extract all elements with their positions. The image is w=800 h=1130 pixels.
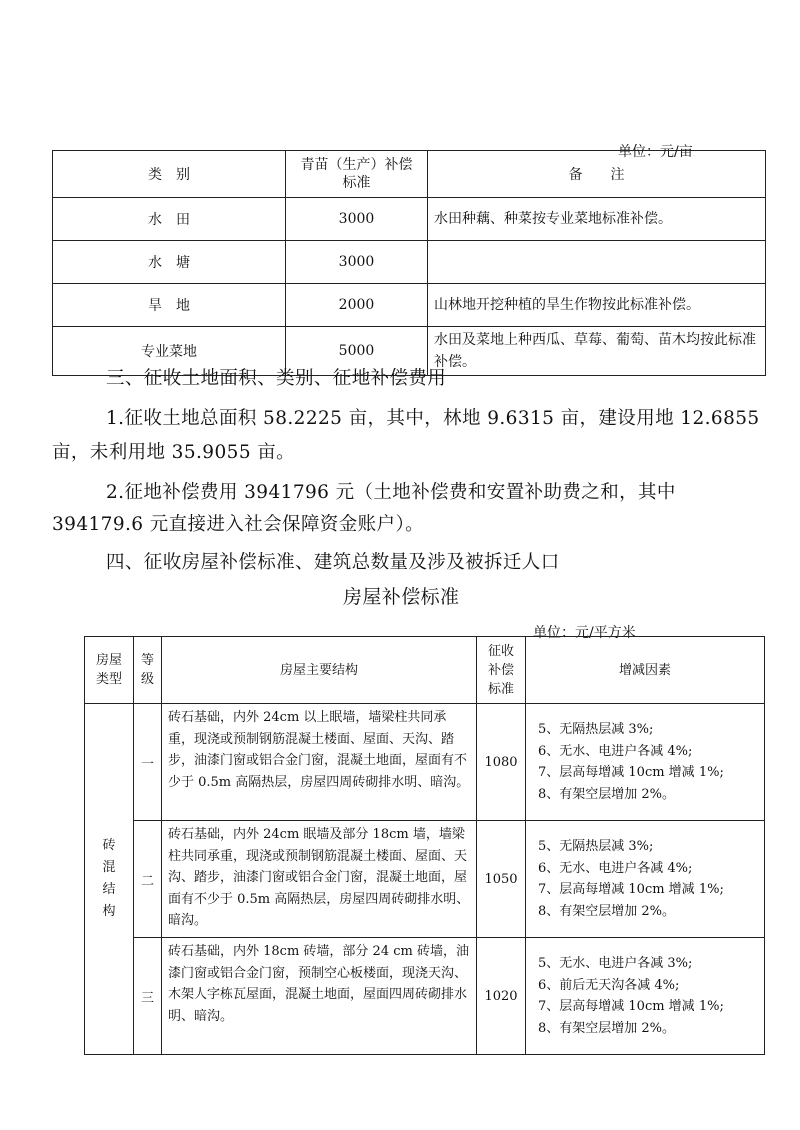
cell-category: 水 塘 xyxy=(53,241,286,284)
table-row xyxy=(85,938,765,1055)
house-compensation-table xyxy=(84,636,765,1055)
factor-item: 8、有架空层增加 2%。 xyxy=(538,1020,676,1036)
factor-item: 7、层高每增减 10cm 增减 1%; xyxy=(538,999,724,1014)
factor-item: 6、无水、电进户各减 4%; xyxy=(538,743,693,759)
table2-title: 房屋补偿标准 xyxy=(343,586,460,608)
paragraph-1-line-1: 1.征收土地总面积 58.2225 亩，其中，林地 9.6315 亩，建设用地 12.6855 xyxy=(106,408,760,429)
section-3-heading: 三、征收土地面积、类别、征地补偿费用 xyxy=(106,368,447,389)
table1-unit: 单位：元/亩 xyxy=(618,144,693,160)
table-header-row xyxy=(85,637,765,704)
house-type-label: 砖混结构 xyxy=(102,838,116,919)
header-house-type xyxy=(85,637,134,704)
cell-grade: 三 xyxy=(134,938,162,1055)
header-house-type-text: 房屋类型 xyxy=(95,653,122,687)
factor-item: 6、前后无天沟各减 4%; xyxy=(538,977,680,993)
factor-item: 5、无水、电进户各减 3%; xyxy=(538,956,693,971)
header-factors: 增减因素 xyxy=(526,637,765,704)
header-standard-text: 征收补偿标准 xyxy=(487,643,514,697)
cell-factors xyxy=(526,704,765,821)
cell-structure: 砖石基础，内外 18cm 砖墙，部分 24 cm 砖墙，油漆门窗或铝合金门窗，预制空心板楼面，现浇天沟、木架人字栋瓦屋面，混凝土地面，屋面四周砖砌排水明、暗沟。 xyxy=(162,938,477,1055)
table-row xyxy=(53,198,766,241)
table-row xyxy=(53,241,766,284)
paragraph-1-line-2: 亩，未利用地 35.9055 亩。 xyxy=(52,442,296,463)
header-grade-text: 等级 xyxy=(140,653,154,687)
cell-standard: 2000 xyxy=(286,284,428,327)
paragraph-2-line-2: 394179.6 元直接进入社会保障资金账户）。 xyxy=(52,514,425,535)
factor-item: 7、层高每增减 10cm 增减 1%; xyxy=(538,765,724,780)
green-crop-compensation-table xyxy=(52,150,766,376)
table-row xyxy=(85,821,765,938)
cell-factors xyxy=(526,938,765,1055)
section-4-heading: 四、征收房屋补偿标准、建筑总数量及涉及被拆迁人口 xyxy=(106,552,560,573)
cell-structure: 砖石基础，内外 24cm 以上眠墙，墙梁柱共同承重，现浇或预制钢筋混凝土楼面、屋面、天沟、踏步，油漆门窗或铝合金门窗，混凝土地面，屋面有不少于 0.5m 高隔热层，房屋四周砖砌排水明、暗沟。 xyxy=(162,704,477,821)
cell-standard: 1050 xyxy=(477,821,526,938)
table-row xyxy=(53,284,766,327)
cell-standard: 1080 xyxy=(477,704,526,821)
table-row xyxy=(85,704,765,821)
cell-factors xyxy=(526,821,765,938)
header-standard: 青苗（生产）补偿标准 xyxy=(286,151,428,198)
cell-grade: 一 xyxy=(134,704,162,821)
cell-note: 山林地开挖种植的旱生作物按此标准补偿。 xyxy=(428,284,766,327)
cell-note: 水田种藕、种菜按专业菜地标准补偿。 xyxy=(428,198,766,241)
cell-standard: 3000 xyxy=(286,198,428,241)
factor-item: 5、无隔热层减 3%; xyxy=(538,839,654,854)
header-grade xyxy=(134,637,162,704)
factor-item: 6、无水、电进户各减 4%; xyxy=(538,860,693,876)
cell-note xyxy=(428,241,766,284)
factor-item: 8、有架空层增加 2%。 xyxy=(538,786,676,802)
table-header-row xyxy=(53,151,766,198)
cell-category: 旱 地 xyxy=(53,284,286,327)
cell-note: 水田及菜地上种西瓜、草莓、葡萄、苗木均按此标准补偿。 xyxy=(428,327,766,376)
cell-grade: 二 xyxy=(134,821,162,938)
table2-unit: 单位：元/平方米 xyxy=(533,625,636,641)
factor-item: 7、层高每增减 10cm 增减 1%; xyxy=(538,882,724,897)
header-category: 类 别 xyxy=(53,151,286,198)
cell-structure: 砖石基础，内外 24cm 眠墙及部分 18cm 墙，墙梁柱共同承重，现浇或预制钢筋混凝土楼面、屋面、天沟、踏步，油漆门窗或铝合金门窗，混凝土地面，屋面有不少于 0.5m 高隔热层，房屋四周砖砌排水明、暗沟。 xyxy=(162,821,477,938)
cell-standard: 3000 xyxy=(286,241,428,284)
factor-item: 8、有架空层增加 2%。 xyxy=(538,903,676,919)
cell-category: 水 田 xyxy=(53,198,286,241)
paragraph-2-line-1: 2.征地补偿费用 3941796 元（土地补偿费和安置补助费之和，其中 xyxy=(106,482,676,503)
cell-house-type xyxy=(85,704,134,1055)
header-structure: 房屋主要结构 xyxy=(162,637,477,704)
header-standard xyxy=(477,637,526,704)
header-note: 备 注 xyxy=(428,151,766,198)
cell-category: 专业菜地 xyxy=(53,327,286,376)
factor-item: 5、无隔热层减 3%; xyxy=(538,722,654,737)
cell-standard: 1020 xyxy=(477,938,526,1055)
cell-standard: 5000 xyxy=(286,327,428,376)
